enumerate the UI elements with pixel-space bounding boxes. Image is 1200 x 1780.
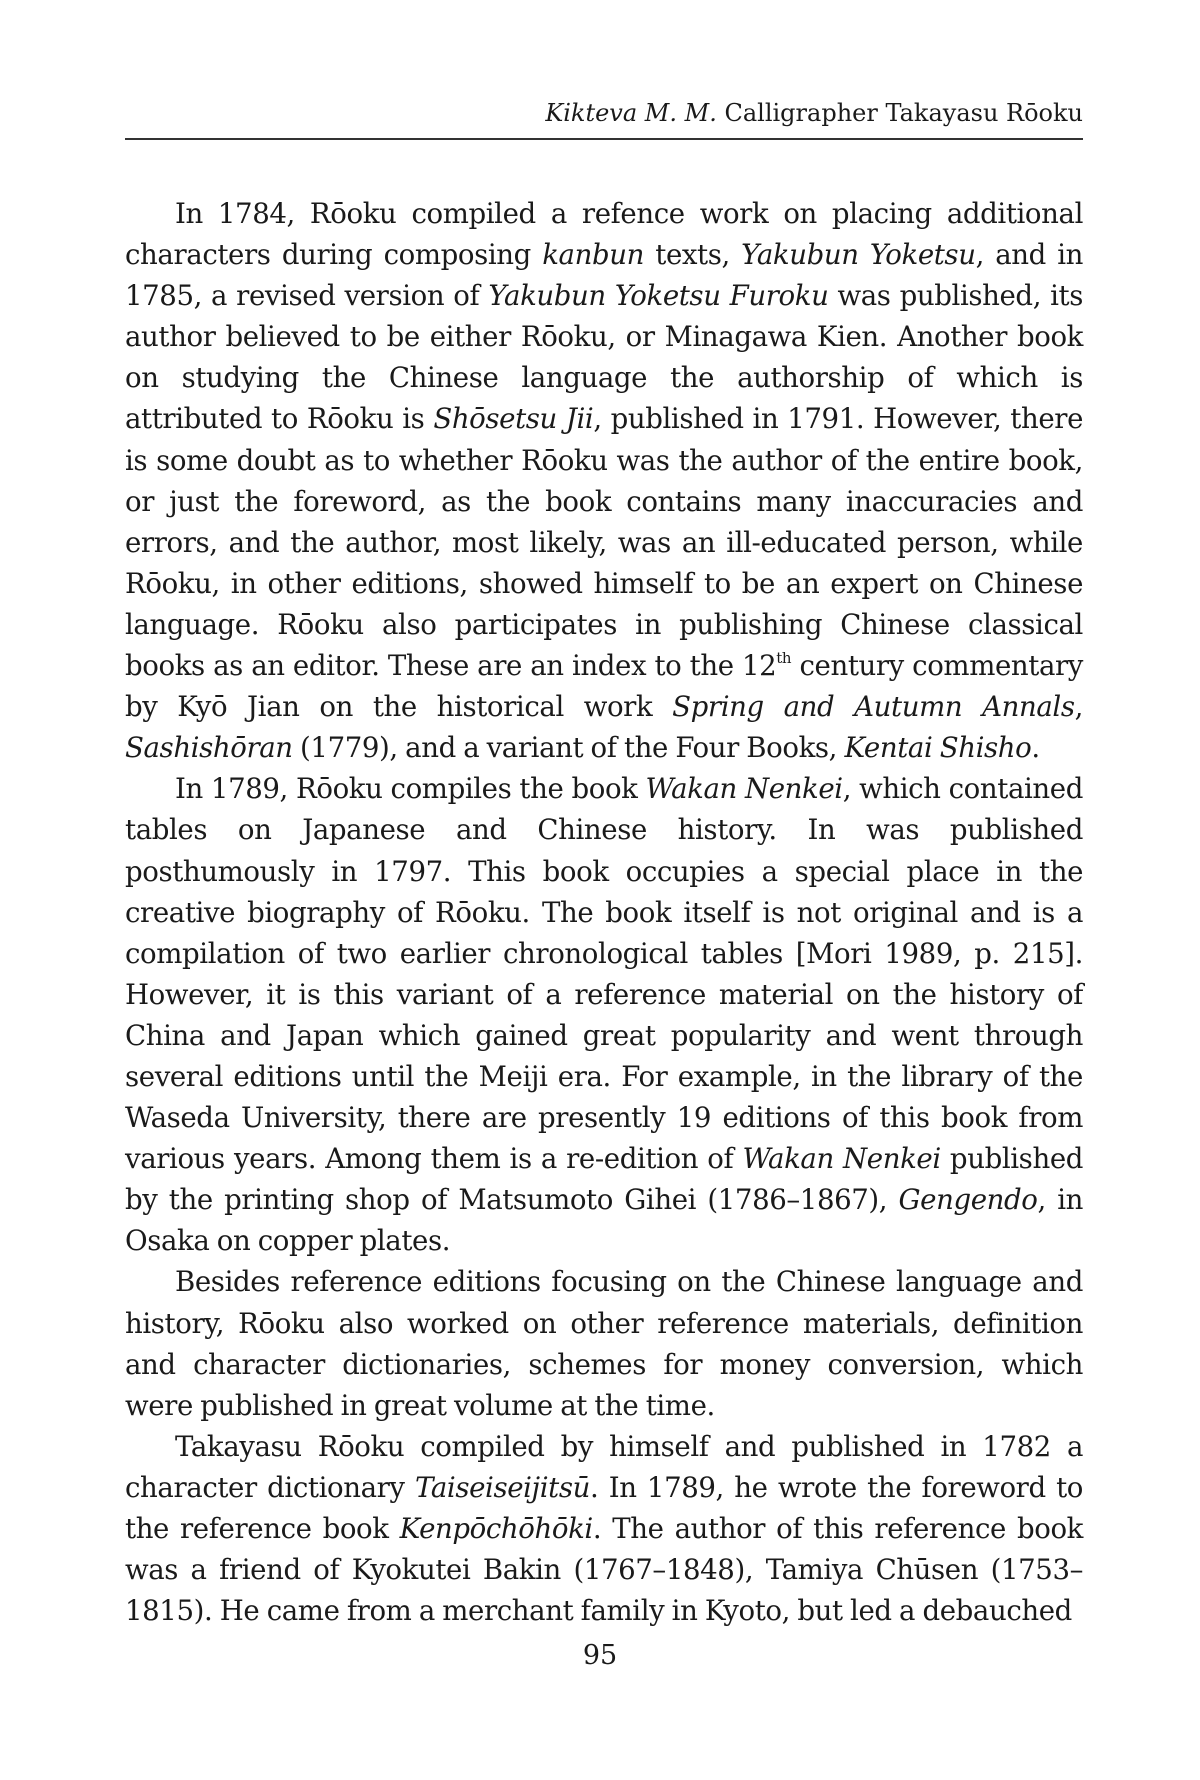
paragraph-3: [125, 1261, 1083, 1425]
text-run: . In 1789, he wrote the foreword to the reference book: [125, 1470, 1083, 1545]
body-text: [125, 193, 1083, 1631]
text-run: (1779), and a variant of the Four Books,: [292, 731, 845, 765]
text-run: Takayasu Rōoku compiled by himself and published in 1782 a character dictionary: [125, 1429, 1083, 1504]
running-header: [125, 96, 1083, 140]
superscript: th: [776, 649, 792, 668]
text-run: , published in 1791. However, there is some doubt as to whether Rōoku was the author of the entire book, or just the foreword, as the book contains many inaccuracies and errors, and the author, most likely, was an ill-educated person, while Rōoku, in other editions, showed himself to be an expert on Chinese language. Rōoku also participates in publishing Chinese classical books as an editor. These are an index to the 12: [125, 402, 1084, 683]
text-run: Besides reference editions focusing on the Chinese language and history, Rōoku also worked on other reference materials, definition and character dictionaries, schemes for money conversion, which were published in great volume at the time.: [125, 1265, 1083, 1422]
text-run: .: [1031, 731, 1040, 765]
italic-title: Kenpōchōhōki: [399, 1512, 593, 1545]
text-run: , which contained tables on Japanese and Chinese history. In was published posthumously in 1797. This book occupies a special place in the creative biography of Rōoku. The book itself is not original and is a compilation of two earlier chronological tables [Mori 1989, p. 215]. However, it is this variant of a reference material on the history of China and Japan which gained great popularity and went through several editions until the Meiji era. For example, in the library of the Waseda University, there are presently 19 editions of this book from various years. Among them is a re-edition of: [125, 772, 1083, 1176]
italic-title: kanbun: [542, 238, 644, 272]
text-run: . The author of this reference book was a friend of Kyokutei Bakin (1767–1848), Tamiya Chūsen (1753–1815). He came from a merchant family in Kyoto, but led a debauched: [125, 1512, 1083, 1628]
italic-title: Wakan Nenkei: [645, 772, 843, 806]
text-run: texts,: [643, 238, 742, 272]
italic-title: Shōsetsu Jii: [433, 402, 594, 436]
paragraph-4: [125, 1426, 1083, 1631]
italic-title: Gengendo: [898, 1183, 1038, 1217]
italic-title: Spring and Autumn Annals: [672, 690, 1075, 724]
paragraph-1: [125, 193, 1083, 768]
text-run: In 1789, Rōoku compiles the book: [175, 772, 646, 806]
text-run: , and in 1785, a revised version of: [125, 238, 1083, 313]
text-run: , in Osaka on copper plates.: [125, 1183, 1084, 1258]
text-run: century commentary by Kyō Jian on the historical work: [125, 649, 1083, 724]
italic-title: Yakubun Yoketsu Furoku: [488, 279, 829, 313]
italic-title: Sashishōran: [125, 731, 293, 765]
header-title: Calligrapher Takayasu Rōoku: [724, 99, 1083, 127]
italic-title: Kentai Shisho: [844, 731, 1032, 765]
text-run: ,: [1074, 690, 1083, 724]
page-number: 95: [582, 1640, 618, 1671]
paragraph-2: [125, 768, 1083, 1261]
italic-title: Wakan Nenkei: [742, 1142, 941, 1176]
italic-title: Yakubun Yoketsu: [741, 238, 976, 272]
text-run: was published, its author believed to be either Rōoku, or Minagawa Kien. Another book on studying the Chinese language the authorship of which is attributed to Rōoku is: [125, 279, 1084, 436]
italic-title: Taiseiseijitsū: [414, 1470, 590, 1504]
text-run: In 1784, Rōoku compiled a refence work on placing additional characters during composing: [125, 197, 1083, 272]
text-run: published by the printing shop of Matsumoto Gihei (1786–1867),: [125, 1142, 1084, 1217]
header-author: Kikteva M. M.: [545, 99, 717, 127]
